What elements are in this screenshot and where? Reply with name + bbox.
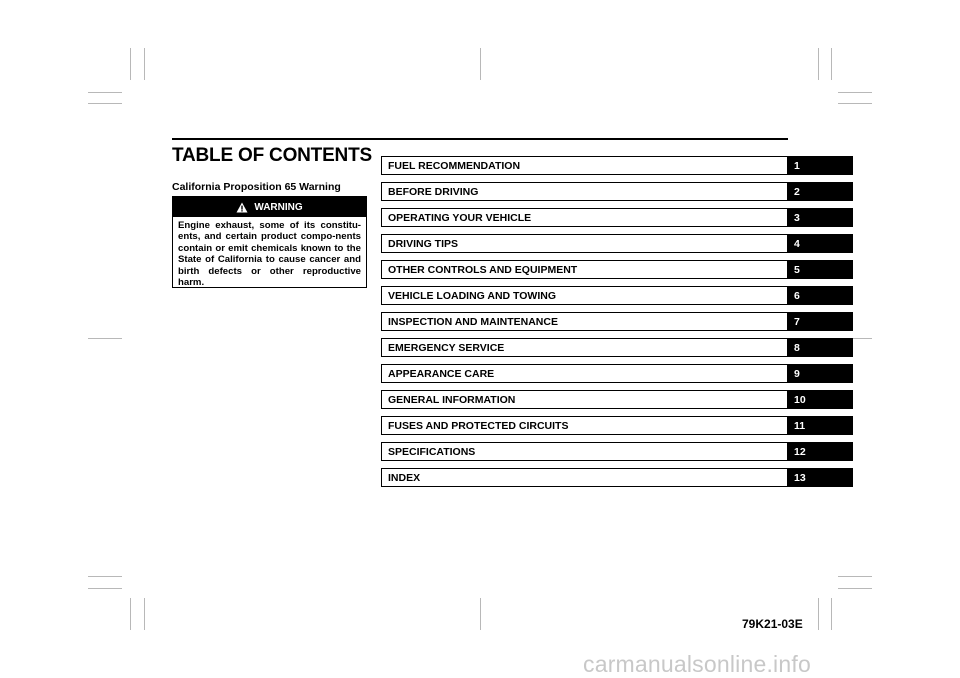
crop-mark	[88, 338, 122, 339]
crop-mark	[838, 103, 872, 104]
toc-number-tab[interactable]: 3	[787, 208, 853, 227]
toc-label[interactable]: FUSES AND PROTECTED CIRCUITS	[381, 416, 787, 435]
toc-row-9[interactable]	[381, 364, 853, 383]
warning-box	[172, 196, 367, 288]
toc-row-4[interactable]	[381, 234, 853, 253]
crop-mark	[88, 576, 122, 577]
toc-row-2[interactable]	[381, 182, 853, 201]
crop-mark	[130, 48, 131, 80]
toc-row-7[interactable]	[381, 312, 853, 331]
toc-number-tab[interactable]: 7	[787, 312, 853, 331]
crop-mark	[88, 588, 122, 589]
crop-mark	[130, 598, 131, 630]
toc-number-tab[interactable]: 9	[787, 364, 853, 383]
toc-row-1[interactable]	[381, 156, 853, 175]
warning-triangle-icon	[236, 202, 248, 213]
toc-row-6[interactable]	[381, 286, 853, 305]
crop-mark	[480, 598, 481, 630]
toc-label[interactable]: INSPECTION AND MAINTENANCE	[381, 312, 787, 331]
crop-mark	[818, 598, 819, 630]
crop-mark	[831, 598, 832, 630]
page-title: TABLE OF CONTENTS	[172, 145, 372, 166]
toc-label[interactable]: APPEARANCE CARE	[381, 364, 787, 383]
warning-heading: WARNING	[254, 201, 303, 213]
toc-number-tab[interactable]: 11	[787, 416, 853, 435]
toc-number-tab[interactable]: 6	[787, 286, 853, 305]
header-rule	[172, 138, 788, 140]
document-code: 79K21-03E	[742, 617, 803, 631]
warning-header	[173, 197, 366, 217]
crop-mark	[144, 598, 145, 630]
toc-label[interactable]: FUEL RECOMMENDATION	[381, 156, 787, 175]
crop-mark	[818, 48, 819, 80]
toc-label[interactable]: VEHICLE LOADING AND TOWING	[381, 286, 787, 305]
toc-row-10[interactable]	[381, 390, 853, 409]
toc-label[interactable]: OTHER CONTROLS AND EQUIPMENT	[381, 260, 787, 279]
toc-label[interactable]: INDEX	[381, 468, 787, 487]
toc-number-tab[interactable]: 2	[787, 182, 853, 201]
toc-row-3[interactable]	[381, 208, 853, 227]
toc-label[interactable]: OPERATING YOUR VEHICLE	[381, 208, 787, 227]
toc-row-5[interactable]	[381, 260, 853, 279]
watermark: carmanualsonline.info	[583, 651, 811, 677]
toc-number-tab[interactable]: 12	[787, 442, 853, 461]
toc-number-tab[interactable]: 5	[787, 260, 853, 279]
toc-number-tab[interactable]: 8	[787, 338, 853, 357]
toc-row-11[interactable]	[381, 416, 853, 435]
crop-mark	[838, 588, 872, 589]
toc-number-tab[interactable]: 10	[787, 390, 853, 409]
crop-mark	[480, 48, 481, 80]
crop-mark	[838, 576, 872, 577]
toc-label[interactable]: GENERAL INFORMATION	[381, 390, 787, 409]
warning-text: Engine exhaust, some of its constitu-ents, and certain product compo-nents contain or emit chemicals known to the State of California to cause cancer and birth defects or other reproductive harm.	[178, 220, 361, 289]
crop-mark	[144, 48, 145, 80]
toc-number-tab[interactable]: 13	[787, 468, 853, 487]
crop-mark	[88, 92, 122, 93]
crop-mark	[88, 103, 122, 104]
crop-mark	[831, 48, 832, 80]
toc-number-tab[interactable]: 1	[787, 156, 853, 175]
toc-label[interactable]: SPECIFICATIONS	[381, 442, 787, 461]
toc-label[interactable]: EMERGENCY SERVICE	[381, 338, 787, 357]
toc-label[interactable]: BEFORE DRIVING	[381, 182, 787, 201]
toc-row-13[interactable]	[381, 468, 853, 487]
toc-row-12[interactable]	[381, 442, 853, 461]
toc-row-8[interactable]	[381, 338, 853, 357]
crop-mark	[838, 92, 872, 93]
toc-label[interactable]: DRIVING TIPS	[381, 234, 787, 253]
toc-number-tab[interactable]: 4	[787, 234, 853, 253]
section-subtitle: California Proposition 65 Warning	[172, 181, 341, 193]
